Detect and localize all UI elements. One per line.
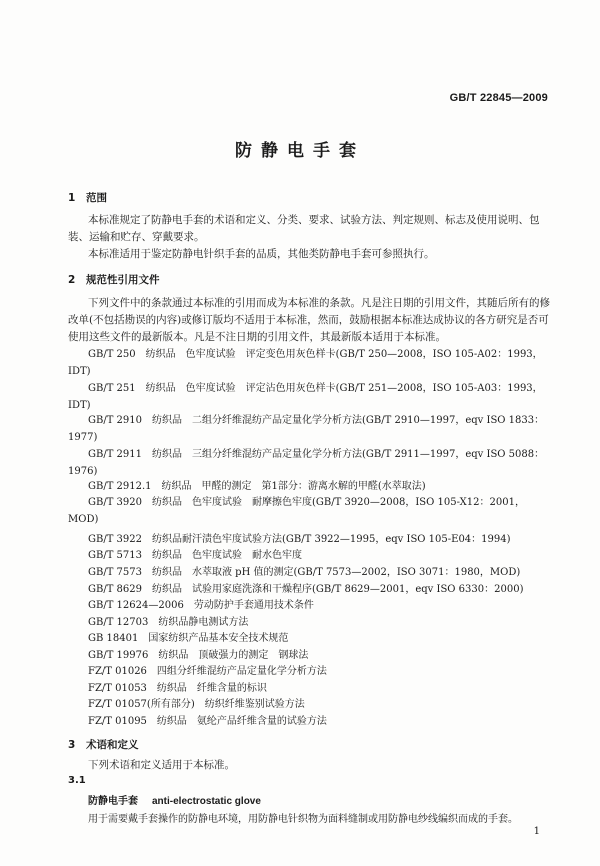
reference-item <box>68 412 552 446</box>
reference-line: GB/T 250 纺织品 色牢度试验 评定变色用灰色样卡(GB/T 250—2008，ISO 105-A02：1993， <box>88 349 543 360</box>
reference-line-cont: 1977) <box>68 432 98 443</box>
reference-line-cont: MOD) <box>68 514 99 525</box>
reference-line: FZ/T 01053 纺织品 纤维含量的标识 <box>88 683 267 694</box>
section-number: 1 <box>68 192 76 204</box>
standard-number: GB/T 22845—2009 <box>449 92 548 104</box>
scope-paragraph-1: 本标准规定了防静电手套的术语和定义、分类、要求、试验方法、判定规则、标志及使用说明、包装、运输和贮存、穿戴要求。 <box>68 214 540 243</box>
section-number: 3 <box>68 739 76 751</box>
reference-line: GB/T 2910 纺织品 二组分纤维混纺产品定量化学分析方法(GB/T 2910—1997，eqv ISO 1833： <box>88 415 545 426</box>
term-english: anti-electrostatic glove <box>152 796 261 807</box>
terms-intro: 下列术语和定义适用于本标准。 <box>88 759 235 771</box>
reference-item <box>68 346 552 380</box>
term-definition: 用于需要戴手套操作的防静电环境，用防静电针织物为面料缝制或用防静电纱线编织而成的手套。 <box>88 814 518 825</box>
reference-line-cont: 1976) <box>68 466 98 477</box>
reference-line: GB/T 251 纺织品 色牢度试验 评定沾色用灰色样卡(GB/T 251—2008，ISO 105-A03：1993， <box>88 383 543 394</box>
reference-line: FZ/T 01026 四组分纤维混纺产品定量化学分析方法 <box>88 666 327 677</box>
scope-paragraph-2: 本标准适用于鉴定防静电针织手套的品质，其他类防静电手套可参照执行。 <box>88 248 435 260</box>
section-2-heading <box>68 272 160 287</box>
normative-intro: 下列文件中的条款通过本标准的引用而成为本标准的条款。凡是注日期的引用文件，其随后所有的修改单(不包括勘误的内容)或修订版均不适用于本标准，然而，鼓励根据本标准达成协议的各方研究是否可使用这些文件的最新版本。凡是不注日期的引用文件，其最新版本适用于本标准。 <box>68 297 550 343</box>
reference-line: GB/T 3920 纺织品 色牢度试验 耐摩擦色牢度(GB/T 3920—2008，ISO 105-X12：2001， <box>88 497 525 508</box>
reference-line: GB 18401 国家纺织产品基本安全技术规范 <box>88 633 289 644</box>
reference-line-cont: IDT) <box>68 400 91 411</box>
reference-line: GB/T 2912.1 纺织品 甲醛的测定 第1部分：游离水解的甲醛(水萃取法) <box>88 481 426 492</box>
reference-line: FZ/T 01057(所有部分) 纺织纤维鉴别试验方法 <box>88 699 305 710</box>
section-title: 术语和定义 <box>86 739 139 751</box>
term-number: 3.1 <box>68 775 86 786</box>
section-number: 2 <box>68 274 76 286</box>
reference-line: GB/T 19976 纺织品 顶破强力的测定 钢球法 <box>88 650 309 661</box>
page-number: 1 <box>533 826 540 837</box>
section-3-heading <box>68 737 139 752</box>
reference-line-cont: IDT) <box>68 366 91 377</box>
reference-line: GB/T 5713 纺织品 色牢度试验 耐水色牢度 <box>88 550 303 561</box>
section-title: 规范性引用文件 <box>86 274 160 286</box>
reference-line: GB/T 8629 纺织品 试验用家庭洗涤和干燥程序(GB/T 8629—2001，eqv ISO 6330：2000) <box>88 584 524 595</box>
reference-item <box>68 446 552 480</box>
section-title: 范围 <box>86 192 107 204</box>
reference-line: GB/T 2911 纺织品 三组分纤维混纺产品定量化学分析方法(GB/T 2911—1997，eqv ISO 5088： <box>88 449 545 460</box>
section-1-heading <box>68 190 107 205</box>
reference-item <box>68 380 552 414</box>
reference-line: GB/T 3922 纺织品耐汗渍色牢度试验方法(GB/T 3922—1995，eqv ISO 105-E04：1994) <box>88 534 511 545</box>
term-entry <box>88 792 261 807</box>
reference-line: GB/T 12703 纺织品静电测试方法 <box>88 617 249 628</box>
reference-item <box>68 494 552 528</box>
term-chinese: 防静电手套 <box>88 796 138 807</box>
document-title: 防静电手套 <box>235 141 365 161</box>
reference-line: GB/T 12624—2006 劳动防护手套通用技术条件 <box>88 600 314 611</box>
reference-item <box>68 478 552 495</box>
reference-line: FZ/T 01095 纺织品 氨纶产品纤维含量的试验方法 <box>88 716 327 727</box>
reference-line: GB/T 7573 纺织品 水萃取液 pH 值的测定(GB/T 7573—2002，ISO 3071：1980，MOD) <box>88 567 521 578</box>
